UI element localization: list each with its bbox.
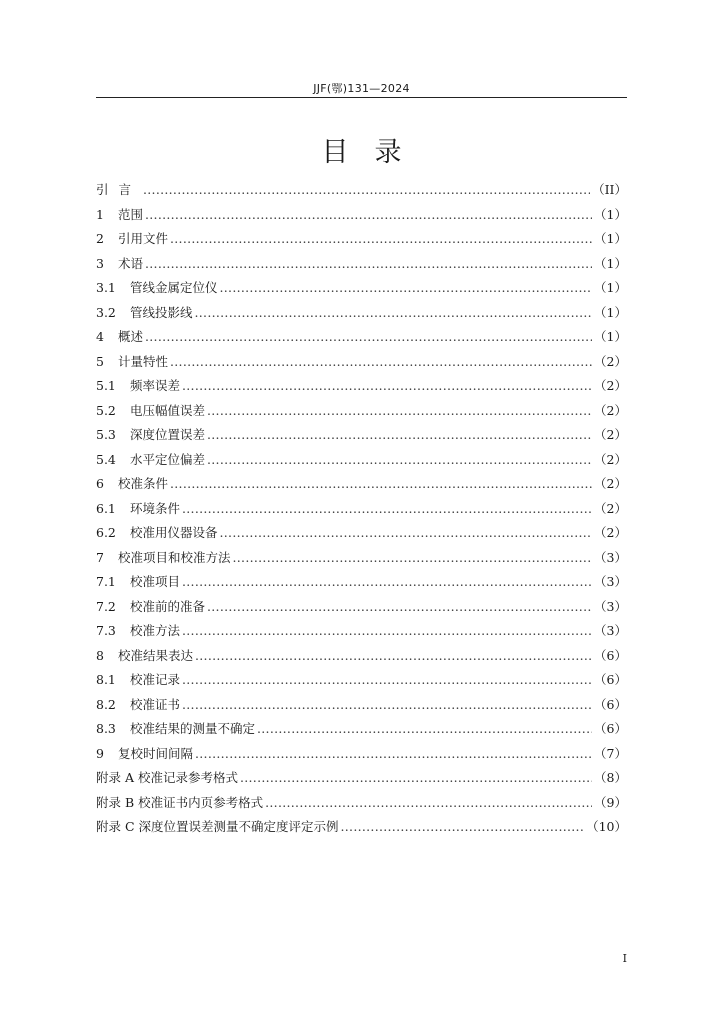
toc-entry[interactable]: [96, 401, 627, 426]
toc-dot-leader: [195, 305, 593, 320]
toc-entry-page: （8）: [594, 770, 627, 785]
toc-entry[interactable]: [96, 695, 627, 720]
toc-dot-leader: [265, 795, 592, 810]
toc-entry-number: 7: [96, 549, 104, 565]
toc-dot-leader: [145, 207, 592, 222]
toc-entry[interactable]: [96, 352, 627, 377]
toc-dot-leader: [195, 746, 592, 761]
toc-entry-page: （2）: [594, 353, 627, 369]
toc-dot-leader: [182, 623, 592, 638]
toc-entry-label: 概述: [118, 329, 144, 344]
toc-entry-page: （6）: [594, 672, 627, 687]
toc-entry[interactable]: [96, 278, 627, 303]
toc-entry-label: 深度位置误差: [130, 427, 206, 442]
toc-entry-label: 校准记录: [130, 672, 181, 687]
toc-entry-label: 校准项目和校准方法: [118, 549, 231, 565]
toc-entry-page: （3）: [594, 598, 627, 614]
toc-dot-leader: [170, 231, 592, 246]
toc-entry-page: （2）: [594, 427, 627, 442]
toc-entry-label: 校准证书: [130, 696, 181, 712]
toc-entry[interactable]: [96, 474, 627, 499]
toc-entry-number: 6: [96, 476, 104, 491]
toc-entry-label: 附录 B 校准证书内页参考格式: [96, 794, 264, 810]
toc-entry-label: 校准方法: [130, 623, 181, 638]
toc-dot-leader: [207, 452, 592, 467]
toc-dot-leader: [170, 354, 592, 369]
toc-entry[interactable]: [96, 597, 627, 622]
toc-entry[interactable]: [96, 548, 627, 573]
toc-entry-number: 3.2: [96, 304, 116, 320]
toc-entry-number: 5.3: [96, 427, 116, 442]
toc-entry-page: （2）: [594, 500, 627, 516]
toc-dot-leader: [207, 599, 592, 614]
toc-entry[interactable]: [96, 646, 627, 671]
toc-entry-page: （2）: [594, 525, 627, 540]
toc-entry-number: 8.2: [96, 696, 116, 712]
toc-entry-page: （10）: [586, 819, 627, 834]
toc-entry-number: 8.3: [96, 721, 116, 736]
toc-entry-page: （6）: [594, 647, 627, 663]
toc-entry-page: （7）: [594, 745, 627, 761]
toc-entry-page: （3）: [594, 574, 627, 589]
toc-entry[interactable]: [96, 621, 627, 646]
toc-entry-label: 环境条件: [130, 500, 181, 516]
toc-entry[interactable]: [96, 572, 627, 597]
toc-entry-label: 计量特性: [118, 353, 169, 369]
toc-entry-page: （1）: [594, 329, 627, 344]
toc-dot-leader: [145, 329, 592, 344]
toc-entry-number: 5.2: [96, 402, 116, 418]
page-title: 目录: [321, 137, 428, 168]
toc-entry-label: 管线金属定位仪: [130, 280, 218, 295]
toc-entry-page: （2）: [594, 378, 627, 393]
toc-entry-number: 8: [96, 647, 104, 663]
toc-entry-number: 5.4: [96, 451, 116, 467]
toc-dot-leader: [257, 721, 592, 736]
toc-entry[interactable]: [96, 425, 627, 450]
toc-entry[interactable]: [96, 817, 627, 842]
toc-entry[interactable]: [96, 450, 627, 475]
toc-entry-number: 3: [96, 255, 104, 271]
toc-entry[interactable]: [96, 254, 627, 279]
toc-entry-page: （II）: [592, 182, 627, 197]
toc-dot-leader: [182, 697, 592, 712]
toc-entry-page: （1）: [594, 231, 627, 246]
toc-entry[interactable]: [96, 670, 627, 695]
toc-entry-page: （1）: [594, 280, 627, 295]
toc-entry-label: 范围: [118, 206, 144, 222]
toc-entry-label: 校准结果的测量不确定: [130, 721, 256, 736]
toc-entry-number: 2: [96, 231, 104, 246]
toc-entry-label: 引言: [96, 182, 142, 197]
toc-entry[interactable]: [96, 719, 627, 744]
toc-dot-leader: [207, 403, 592, 418]
toc-entry[interactable]: [96, 205, 627, 230]
toc-dot-leader: [195, 648, 592, 663]
toc-entry-number: 7.3: [96, 623, 116, 638]
toc-entry[interactable]: [96, 744, 627, 769]
toc-dot-leader: [182, 672, 592, 687]
toc-dot-leader: [143, 182, 590, 197]
toc-entry[interactable]: [96, 327, 627, 352]
toc-dot-leader: [145, 256, 592, 271]
toc-entry-number: 1: [96, 206, 104, 222]
toc-entry-page: （1）: [594, 304, 627, 320]
toc-entry-label: 频率误差: [130, 378, 181, 393]
toc-dot-leader: [233, 550, 593, 565]
toc-entry-label: 校准条件: [118, 476, 169, 491]
toc-entry[interactable]: [96, 793, 627, 818]
toc-entry-number: 7.1: [96, 574, 116, 589]
toc-entry-page: （9）: [594, 794, 627, 810]
toc-entry[interactable]: [96, 499, 627, 524]
toc-entry-number: 5.1: [96, 378, 116, 393]
toc-entry-number: 6.2: [96, 525, 116, 540]
toc-entry-label: 附录 C 深度位置误差测量不确定度评定示例: [96, 819, 339, 834]
toc-entry-number: 3.1: [96, 280, 116, 295]
toc-entry[interactable]: [96, 768, 627, 793]
toc-dot-leader: [182, 378, 592, 393]
toc-entry-label: 引用文件: [118, 231, 169, 246]
toc-dot-leader: [240, 770, 592, 785]
toc-dot-leader: [341, 819, 585, 834]
toc-dot-leader: [220, 525, 593, 540]
toc-dot-leader: [182, 501, 592, 516]
toc-entry-label: 水平定位偏差: [130, 451, 206, 467]
page-number: I: [622, 952, 627, 965]
toc-entry-number: 9: [96, 745, 104, 761]
toc-entry-label: 管线投影线: [130, 304, 193, 320]
toc-entry-page: （1）: [594, 255, 627, 271]
toc-entry[interactable]: [96, 523, 627, 548]
toc-dot-leader: [207, 427, 592, 442]
toc-dot-leader: [220, 280, 593, 295]
table-of-contents: [96, 180, 627, 842]
toc-entry-label: 复校时间间隔: [118, 745, 194, 761]
toc-entry-label: 校准用仪器设备: [130, 525, 218, 540]
toc-entry[interactable]: [96, 229, 627, 254]
toc-entry-number: 7.2: [96, 598, 116, 614]
toc-entry[interactable]: [96, 180, 627, 205]
toc-entry-page: （2）: [594, 451, 627, 467]
toc-entry-page: （3）: [594, 549, 627, 565]
toc-entry-page: （1）: [594, 206, 627, 222]
toc-entry-number: 8.1: [96, 672, 116, 687]
toc-entry-label: 校准前的准备: [130, 598, 206, 614]
toc-entry-label: 附录 A 校准记录参考格式: [96, 770, 238, 785]
standard-code-header: JJF(鄂)131—2024: [313, 82, 410, 95]
toc-entry-page: （2）: [594, 402, 627, 418]
toc-entry-number: 6.1: [96, 500, 116, 516]
toc-dot-leader: [170, 476, 592, 491]
toc-entry-page: （3）: [594, 623, 627, 638]
toc-entry[interactable]: [96, 376, 627, 401]
toc-entry-page: （6）: [594, 721, 627, 736]
toc-entry-label: 电压幅值误差: [130, 402, 206, 418]
toc-dot-leader: [182, 574, 592, 589]
toc-entry-number: 4: [96, 329, 104, 344]
header-rule: [96, 97, 627, 98]
toc-entry[interactable]: [96, 303, 627, 328]
toc-entry-label: 校准结果表达: [118, 647, 194, 663]
toc-entry-number: 5: [96, 353, 104, 369]
toc-entry-page: （2）: [594, 476, 627, 491]
toc-entry-page: （6）: [594, 696, 627, 712]
toc-entry-label: 校准项目: [130, 574, 181, 589]
toc-entry-label: 术语: [118, 255, 144, 271]
